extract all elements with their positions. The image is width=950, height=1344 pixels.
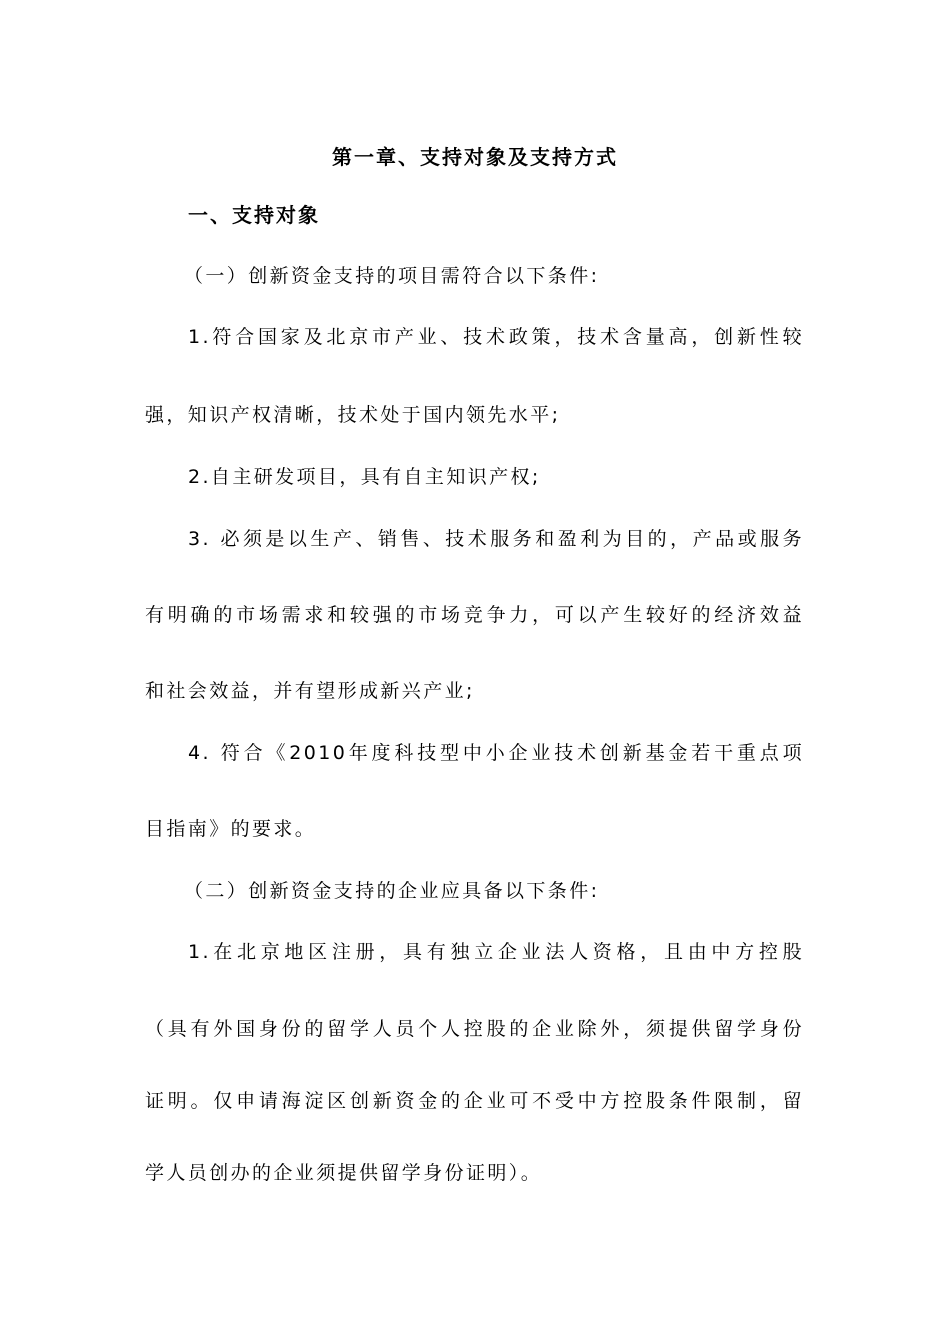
chapter-title: 第一章、支持对象及支持方式: [332, 145, 618, 169]
b-item-1-line-1: 1.在北京地区注册，具有独立企业法人资格，且由中方控股: [188, 941, 804, 963]
b-item-1-line-3: 证明。仅申请海淀区创新资金的企业可不受中方控股条件限制，留: [145, 1090, 804, 1112]
subsection-heading-1: （一）创新资金支持的项目需符合以下条件:: [184, 265, 600, 287]
item-4-line-2: 目指南》的要求。: [145, 818, 317, 840]
item-1-line-2: 强，知识产权清晰，技术处于国内领先水平;: [145, 404, 561, 426]
subsection-heading-2: （二）创新资金支持的企业应具备以下条件:: [184, 880, 600, 902]
item-2-line-1: 2.自主研发项目，具有自主知识产权;: [188, 466, 541, 488]
item-3-line-1: 3. 必须是以生产、销售、技术服务和盈利为目的，产品或服务: [188, 528, 804, 550]
b-item-1-line-2: （具有外国身份的留学人员个人控股的企业除外，须提供留学身份: [145, 1018, 804, 1040]
item-4-line-1: 4. 符合《2010年度科技型中小企业技术创新基金若干重点项: [188, 742, 804, 764]
section-heading: 一、支持对象: [188, 203, 320, 227]
item-1-line-1: 1.符合国家及北京市产业、技术政策，技术含量高，创新性较: [188, 326, 804, 348]
b-item-1-line-4: 学人员创办的企业须提供留学身份证明）。: [145, 1162, 543, 1184]
item-3-line-2: 有明确的市场需求和较强的市场竞争力，可以产生较好的经济效益: [145, 604, 804, 626]
item-3-line-3: 和社会效益，并有望形成新兴产业;: [145, 680, 475, 702]
